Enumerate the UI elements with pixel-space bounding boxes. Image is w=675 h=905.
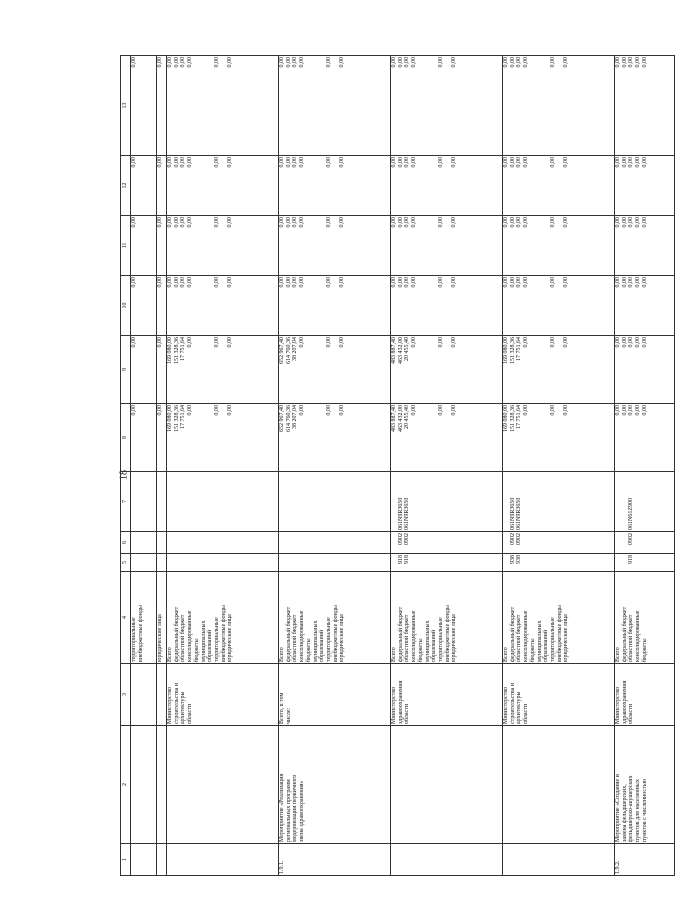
header-cell: 8 bbox=[121, 404, 131, 472]
table-cell-c6 bbox=[167, 532, 279, 554]
table-cell-c11: 0,00 bbox=[157, 216, 167, 276]
header-cell: 1 bbox=[121, 844, 131, 876]
table-cell-c8: 0,00 0,00 0,00 0,00 0,00 bbox=[615, 404, 675, 472]
header-cell: 2 bbox=[121, 726, 131, 844]
table-cell-c6: 0902 0902 bbox=[503, 532, 615, 554]
table-cell-c3 bbox=[157, 664, 167, 726]
table-cell-c4: Всего федеральный бюджет областной бюджет консолидированные бюджеты муниципальных образований территориальные внебюджетные фонды юридические лица bbox=[503, 572, 615, 664]
table-cell-c1: 1.9.2. bbox=[615, 844, 675, 876]
table-row bbox=[503, 56, 615, 876]
table-cell-c8: 0,00 bbox=[131, 404, 157, 472]
header-row bbox=[121, 56, 131, 876]
table-cell-c11: 0,00 0,00 0,00 0,00 0,00 0,00 bbox=[167, 216, 279, 276]
table-cell-c8: 652 967,40 614 760,36 38 207,04 0,00 0,00 0,00 bbox=[279, 404, 391, 472]
table-cell-c5 bbox=[279, 554, 391, 572]
table-cell-c7 bbox=[279, 472, 391, 532]
table-cell-c1 bbox=[157, 844, 167, 876]
table-cell-c11: 0,00 bbox=[131, 216, 157, 276]
table-cell-c12: 0,00 0,00 0,00 0,00 0,00 0,00 bbox=[503, 156, 615, 216]
table-cell-c3: Министерство здравоохранения области bbox=[391, 664, 503, 726]
header-cell: 11 bbox=[121, 216, 131, 276]
header-cell: 4 bbox=[121, 572, 131, 664]
table-cell-c3: Министерство строительства и архитектуры области bbox=[503, 664, 615, 726]
table-cell-c9: 0,00 0,00 0,00 0,00 0,00 bbox=[615, 336, 675, 404]
table-cell-c5 bbox=[167, 554, 279, 572]
table-cell-c7 bbox=[131, 472, 157, 532]
table-cell-c10: 0,00 bbox=[131, 276, 157, 336]
table-cell-c2 bbox=[503, 726, 615, 844]
table-cell-c13: 0,00 0,00 0,00 0,00 0,00 bbox=[615, 56, 675, 156]
table-cell-c10: 0,00 bbox=[157, 276, 167, 336]
header-cell: 5 bbox=[121, 554, 131, 572]
table-cell-c1 bbox=[391, 844, 503, 876]
table-cell-c12: 0,00 bbox=[157, 156, 167, 216]
table-body bbox=[121, 56, 675, 876]
table-cell-c10: 0,00 0,00 0,00 0,00 0,00 0,00 bbox=[167, 276, 279, 336]
header-cell: 13 bbox=[121, 56, 131, 156]
table-cell-c5: 918 bbox=[615, 554, 675, 572]
table-cell-c6: 0902 0902 bbox=[391, 532, 503, 554]
table-cell-c13: 0,00 bbox=[131, 56, 157, 156]
page-number-text: 18 bbox=[118, 470, 130, 480]
table-cell-c2 bbox=[391, 726, 503, 844]
table-cell-c2 bbox=[167, 726, 279, 844]
table-cell-c9: 0,00 bbox=[157, 336, 167, 404]
header-cell: 12 bbox=[121, 156, 131, 216]
table-cell-c9: 0,00 bbox=[131, 336, 157, 404]
table-row bbox=[167, 56, 279, 876]
table-cell-c4: Всего федеральный бюджет областной бюджет консолидированные бюджеты муниципальных образований территориальные внебюджетные фонды юридические лица bbox=[279, 572, 391, 664]
table-cell-c12: 0,00 0,00 0,00 0,00 0,00 0,00 bbox=[167, 156, 279, 216]
table-cell-c8: 169 080,00 151 328,36 17 751,64 0,00 0,00 0,00 bbox=[167, 404, 279, 472]
table-cell-c11: 0,00 0,00 0,00 0,00 0,00 0,00 bbox=[503, 216, 615, 276]
table-cell-c4: территориальные внебюджетные фонды bbox=[131, 572, 157, 664]
header-cell: 7 bbox=[121, 472, 131, 532]
table-cell-c13: 0,00 0,00 0,00 0,00 0,00 0,00 bbox=[167, 56, 279, 156]
table-cell-c7: 061N9R3650 061N9R3650 bbox=[391, 472, 503, 532]
table-row bbox=[157, 56, 167, 876]
header-cell: 3 bbox=[121, 664, 131, 726]
header-cell: 9 bbox=[121, 336, 131, 404]
rotated-table-container bbox=[120, 56, 648, 876]
header-cell: 10 bbox=[121, 276, 131, 336]
table-cell-c5: 918 918 bbox=[391, 554, 503, 572]
table-cell-c13: 0,00 0,00 0,00 0,00 0,00 0,00 bbox=[503, 56, 615, 156]
table-cell-c1 bbox=[167, 844, 279, 876]
table-cell-c9: 652 967,40 614 760,36 38 207,04 0,00 0,00 0,00 bbox=[279, 336, 391, 404]
table-cell-c6: 0902 bbox=[615, 532, 675, 554]
budget-table bbox=[120, 55, 675, 876]
table-cell-c3 bbox=[131, 664, 157, 726]
table-cell-c6 bbox=[279, 532, 391, 554]
table-cell-c4: юридические лица bbox=[157, 572, 167, 664]
table-cell-c9: 169 080,00 151 328,36 17 751,64 0,00 0,00 0,00 bbox=[167, 336, 279, 404]
table-cell-c8: 169 080,00 151 328,36 17 751,64 0,00 0,00 0,00 bbox=[503, 404, 615, 472]
table-cell-c13: 0,00 0,00 0,00 0,00 0,00 0,00 bbox=[279, 56, 391, 156]
table-cell-c2 bbox=[157, 726, 167, 844]
table-cell-c11: 0,00 0,00 0,00 0,00 0,00 0,00 bbox=[391, 216, 503, 276]
table-cell-c4: Всего федеральный бюджет областной бюджет консолидированные бюджеты муниципальных образований территориальные внебюджетные фонды юридические лица bbox=[167, 572, 279, 664]
table-cell-c2: Мероприятие «Создание и замена фельдшерских, фельдшерско-акушерских пунктов для населенных пунктов с численностью bbox=[615, 726, 675, 844]
table-cell-c9: 483 887,40 463 432,00 20 455,40 0,00 0,00 0,00 bbox=[391, 336, 503, 404]
table-cell-c7: 061N9R3650 061N9R3650 bbox=[503, 472, 615, 532]
table-cell-c10: 0,00 0,00 0,00 0,00 0,00 bbox=[615, 276, 675, 336]
table-cell-c10: 0,00 0,00 0,00 0,00 0,00 0,00 bbox=[279, 276, 391, 336]
table-cell-c3: Всего, в том числе: bbox=[279, 664, 391, 726]
table-row bbox=[131, 56, 157, 876]
header-cell: 6 bbox=[121, 532, 131, 554]
table-cell-c8: 0,00 bbox=[157, 404, 167, 472]
table-row bbox=[615, 56, 675, 876]
table-cell-c12: 0,00 0,00 0,00 0,00 0,00 0,00 bbox=[391, 156, 503, 216]
table-cell-c2 bbox=[131, 726, 157, 844]
table-cell-c11: 0,00 0,00 0,00 0,00 0,00 0,00 bbox=[279, 216, 391, 276]
table-cell-c4: Всего федеральный бюджет областной бюджет консолидированные бюджеты муниципальных образований территориальные внебюджетные фонды юридические лица bbox=[391, 572, 503, 664]
table-cell-c13: 0,00 0,00 0,00 0,00 0,00 0,00 bbox=[391, 56, 503, 156]
table-cell-c2: Мероприятие «Реализация региональных программ модернизации первичного звена здравоохранения» bbox=[279, 726, 391, 844]
table-cell-c11: 0,00 0,00 0,00 0,00 0,00 bbox=[615, 216, 675, 276]
table-cell-c6 bbox=[157, 532, 167, 554]
table-cell-c7 bbox=[167, 472, 279, 532]
table-cell-c12: 0,00 0,00 0,00 0,00 0,00 0,00 bbox=[279, 156, 391, 216]
table-row bbox=[279, 56, 391, 876]
table-cell-c9: 169 080,00 151 328,36 17 751,64 0,00 0,00 0,00 bbox=[503, 336, 615, 404]
table-cell-c7: 061N61Z900 bbox=[615, 472, 675, 532]
table-cell-c5: 938 938 bbox=[503, 554, 615, 572]
table-cell-c12: 0,00 0,00 0,00 0,00 0,00 bbox=[615, 156, 675, 216]
table-cell-c10: 0,00 0,00 0,00 0,00 0,00 0,00 bbox=[391, 276, 503, 336]
table-cell-c12: 0,00 bbox=[131, 156, 157, 216]
table-cell-c10: 0,00 0,00 0,00 0,00 0,00 0,00 bbox=[503, 276, 615, 336]
table-cell-c3: Министерство здравоохранения области bbox=[615, 664, 675, 726]
table-cell-c1 bbox=[131, 844, 157, 876]
table-cell-c13: 0,00 bbox=[157, 56, 167, 156]
table-cell-c8: 483 887,40 463 432,00 20 455,40 0,00 0,00 0,00 bbox=[391, 404, 503, 472]
table-cell-c5 bbox=[131, 554, 157, 572]
table-cell-c1 bbox=[503, 844, 615, 876]
table-cell-c4: Всего федеральный бюджет областной бюджет консолидированные бюджеты bbox=[615, 572, 675, 664]
table-cell-c3: Министерство строительства и архитектуры области bbox=[167, 664, 279, 726]
table-cell-c7 bbox=[157, 472, 167, 532]
table-cell-c6 bbox=[131, 532, 157, 554]
table-cell-c5 bbox=[157, 554, 167, 572]
table-row bbox=[391, 56, 503, 876]
table-cell-c1: 1.9.1. bbox=[279, 844, 391, 876]
